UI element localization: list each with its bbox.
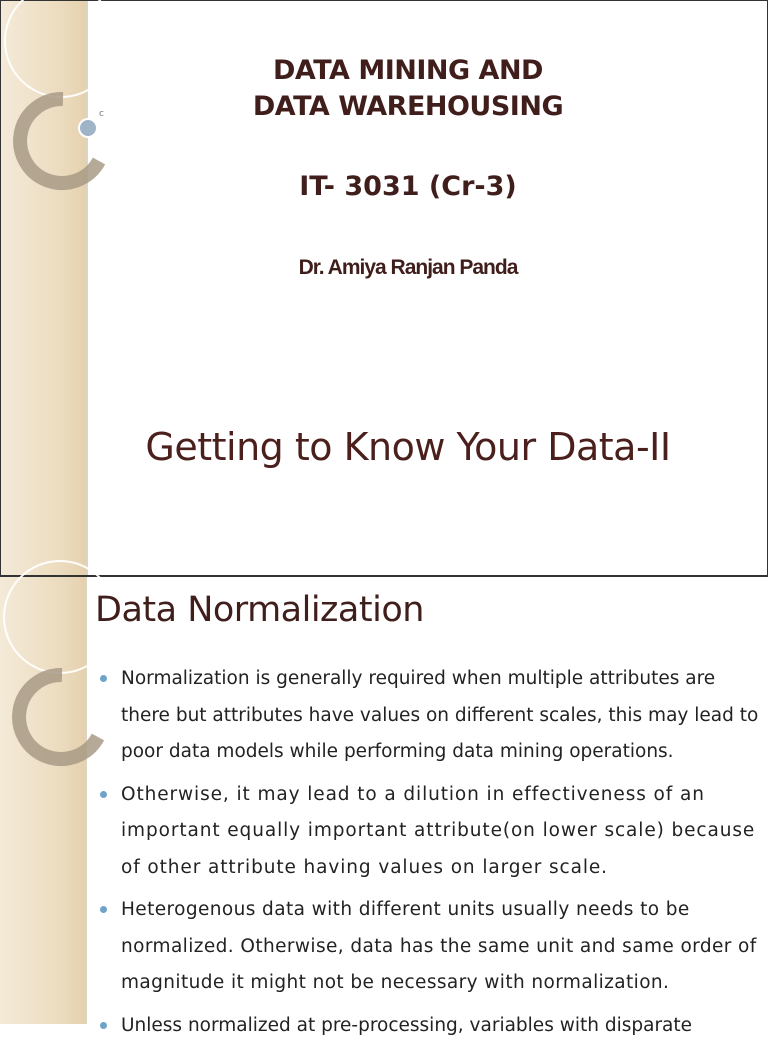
content-slide — [0, 576, 768, 1036]
bullet-item — [100, 661, 760, 771]
course-title-line2: DATA WAREHOUSING — [252, 91, 564, 122]
course-title-line1: DATA MINING AND — [273, 55, 543, 86]
bullet-item — [100, 892, 760, 1002]
course-code: IT- 3031 (Cr-3) — [299, 171, 517, 202]
bullet-dot-icon — [100, 791, 107, 798]
bullet-list — [100, 661, 760, 1050]
slide-heading: Data Normalization — [95, 590, 424, 630]
bullet-dot-icon — [100, 1022, 107, 1029]
bullet-text: Normalization is generally required when multiple attributes are there but attributes have values on different scales, this may lead to poor data models while performing data mining operations. — [121, 668, 759, 762]
author-name: Dr. Amiya Ranjan Panda — [298, 256, 518, 279]
bullet-item — [100, 1008, 760, 1045]
bullet-dot-icon — [100, 675, 107, 682]
course-title — [88, 53, 728, 125]
bullet-item — [100, 777, 760, 887]
bullet-dot-icon — [100, 906, 107, 913]
bullet-text: Heterogenous data with different units usually needs to be normalized. Otherwise, data has the same unit and same order of magnitude it might not be necessary with normalization. — [121, 899, 757, 993]
corner-mark: c — [99, 109, 104, 119]
bullet-text: Otherwise, it may lead to a dilution in effectiveness of an important equally important attribute(on lower scale) because of other attribute having values on larger scale. — [121, 783, 756, 878]
lecture-subtitle: Getting to Know Your Data-II — [145, 425, 671, 469]
bullet-text: Unless normalized at pre-processing, variables with disparate — [121, 1014, 693, 1036]
